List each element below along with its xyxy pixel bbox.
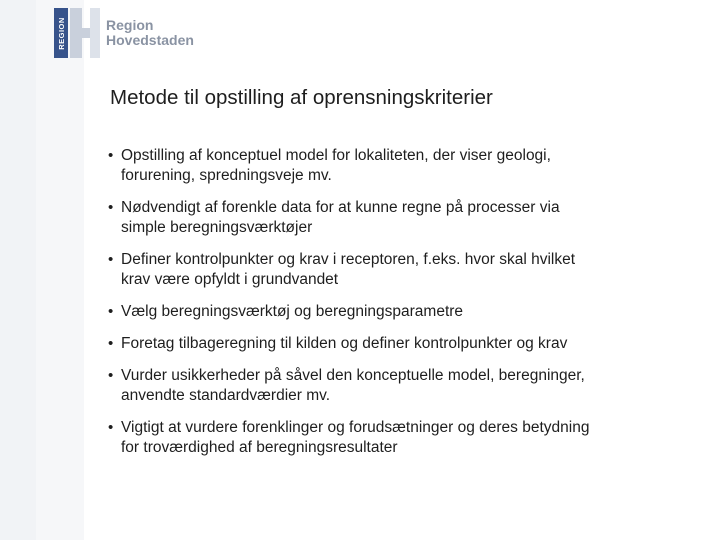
bullet-item <box>108 198 688 238</box>
bullet-dot-icon: • <box>108 335 114 352</box>
logo-line-2: Hovedstaden <box>106 32 194 48</box>
bullet-dot-icon: • <box>108 251 114 268</box>
bullet-line: Vælg beregningsværktøj og beregningsparametre <box>121 303 464 320</box>
bullet-item <box>108 334 688 354</box>
bullet-item <box>108 366 688 406</box>
region-logo-h-icon <box>70 8 100 58</box>
logo-line-1: Region <box>106 17 154 33</box>
bullet-line: Vigtigt at vurdere forenklinger og forudsætninger og deres betydning <box>121 419 590 436</box>
bullet-line: Foretag tilbageregning til kilden og definer kontrolpunkter og krav <box>121 335 568 352</box>
slide-title: Metode til opstilling af oprensningskriterier <box>110 86 493 109</box>
bullet-line: Vurder usikkerheder på såvel den konceptuelle model, beregninger, <box>121 367 585 384</box>
bullet-line: forurening, spredningsveje mv. <box>121 167 332 184</box>
bullet-line: anvendte standardværdier mv. <box>121 387 331 404</box>
bullet-dot-icon: • <box>108 147 114 164</box>
bullet-item <box>108 302 688 322</box>
bullet-line: Opstilling af konceptuel model for lokaliteten, der viser geologi, <box>121 147 551 164</box>
left-band-inner <box>36 0 84 540</box>
bullet-item <box>108 418 688 458</box>
bullet-line: for troværdighed af beregningsresultater <box>121 439 398 456</box>
logo-text <box>106 18 194 48</box>
bullet-line: Nødvendigt af forenkle data for at kunne regne på processer via <box>121 199 560 216</box>
bullet-dot-icon: • <box>108 419 114 436</box>
left-band <box>0 0 36 540</box>
bullet-line: krav være opfyldt i grundvandet <box>121 271 339 288</box>
bullet-item <box>108 250 688 290</box>
region-logo-badge <box>54 8 68 58</box>
bullet-line: simple beregningsværktøjer <box>121 219 313 236</box>
logo-badge-text: REGION <box>56 16 66 50</box>
bullet-dot-icon: • <box>108 367 114 384</box>
bullet-line: Definer kontrolpunkter og krav i receptoren, f.eks. hvor skal hvilket <box>121 251 576 268</box>
bullet-list <box>108 146 688 470</box>
bullet-dot-icon: • <box>108 303 114 320</box>
bullet-item <box>108 146 688 186</box>
bullet-dot-icon: • <box>108 199 114 216</box>
